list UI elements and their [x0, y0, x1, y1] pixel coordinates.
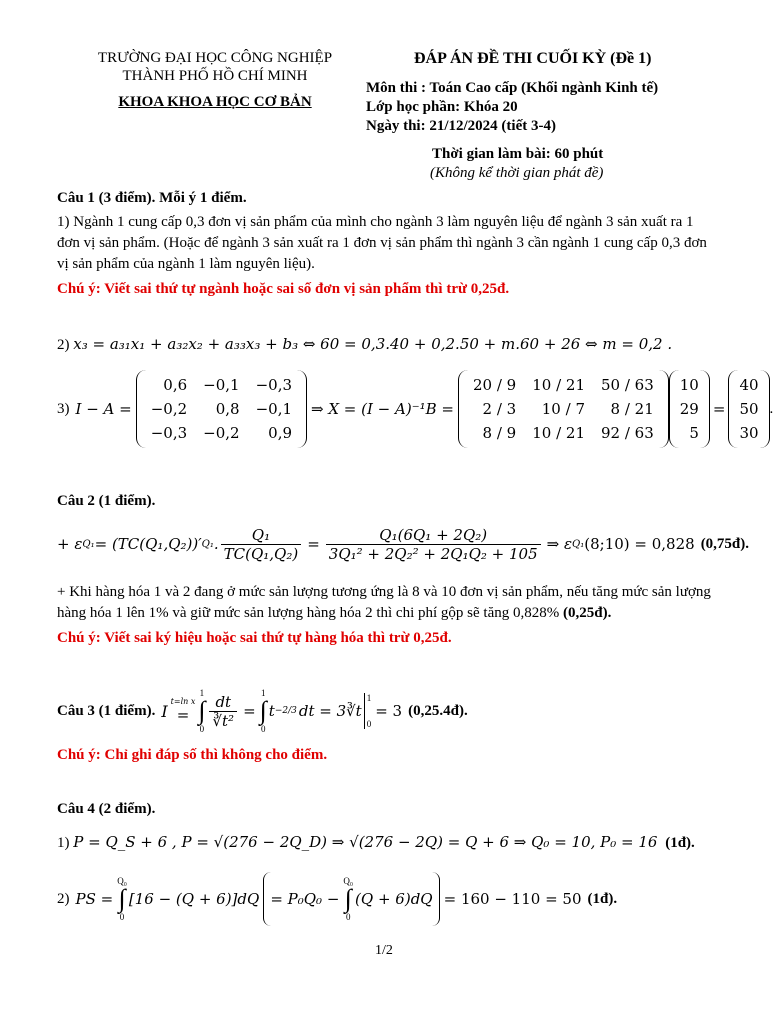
- matrix-i-minus-a-cell: 0,8: [215, 400, 240, 418]
- matrix-i-minus-a-cell: 0,9: [268, 424, 293, 442]
- q3-evaluation-bar: 1 0: [364, 693, 372, 729]
- matrix-i-minus-a-cell: −0,3: [150, 424, 188, 442]
- matrix-inverse-cell: 8 / 9: [482, 424, 517, 442]
- matrix-i-minus-a: [136, 370, 307, 448]
- q3-integral-2: 1 ∫ 0: [259, 688, 267, 734]
- exam-subject: Môn thi : Toán Cao cấp (Khối ngành Kinh tế): [366, 80, 659, 96]
- vector-x-cell: 50: [739, 400, 759, 418]
- q4-bracket: = P₀Q₀ − Q₀ ∫ 0 (Q + 6)dQ: [263, 872, 439, 926]
- exam-title: ĐÁP ÁN ĐỀ THI CUỐI KỲ (Đề 1): [414, 50, 652, 67]
- q2-note: Chú ý: Viết sai ký hiệu hoặc sai thứ tự hàng hóa thì trừ 0,25đ.: [57, 630, 452, 646]
- faculty-name: KHOA KHOA HỌC CƠ BẢN: [118, 94, 312, 110]
- q3-note: Chú ý: Chỉ ghi đáp số thì không cho điểm.: [57, 747, 328, 763]
- q2-frac-1: $\frac{\text{Q₁}}{\text{TC(Q₁,Q₂)}}$: [221, 526, 302, 563]
- matrix-inverse-cell: 92 / 63: [601, 424, 654, 442]
- matrix-i-minus-a-cell: −0,3: [255, 376, 293, 394]
- page-number: 1/2: [375, 943, 393, 958]
- matrix-i-minus-a-cell: −0,1: [255, 400, 293, 418]
- q4-answer-1: 1) P = Q_S + 6 , P = √(276 − 2Q_D) ⇒ √(276 − 2Q) = Q + 6 ⇒ Q₀ = 10, P₀ = 16 (1đ).: [57, 833, 695, 851]
- q1-answer-1: 1) Ngành 1 cung cấp 0,3 đơn vị sản phẩm của mình cho ngành 3 làm nguyên liệu để ngành 3 sản xuất ra 1 đơn vị sản phẩm. (Hoặc để ngành 3 sản xuất ra 1 đơn vị sản phẩm thì ngành 3 cần ngành 1 cung cấp 0,3 đơn vị sản phẩm của ngành 1 làm nguyên liệu).: [57, 214, 707, 272]
- matrix-inverse-cell: 10 / 7: [541, 400, 585, 418]
- exam-class: Lớp học phần: Khóa 20: [366, 99, 518, 115]
- matrix-inverse-cell: 20 / 9: [473, 376, 517, 394]
- matrix-i-minus-a-cell: −0,1: [203, 376, 240, 394]
- vector-x-cell: 30: [739, 424, 759, 442]
- matrix-inverse: [458, 370, 669, 448]
- q3-line: Câu 3 (1 điểm). I t=ln x = 1 ∫ 0 $\frac{dt}{\text{∛t²}}$ = 1 ∫ 0 t −2/3 dt = 3∛t 1 0 = 3 (0,25.4đ).: [57, 688, 468, 734]
- university-name-line1: TRƯỜNG ĐẠI HỌC CÔNG NGHIỆP: [97, 50, 333, 66]
- university-name-line2: THÀNH PHỐ HỒ CHÍ MINH: [122, 68, 308, 84]
- q2-equation: + ε Q₁ = (TC(Q₁,Q₂))′ Q₁ . $\frac{\text{Q₁}}{\text{TC(Q₁,Q₂)}}$ = $\frac{\text{Q₁(6Q₁ + 2Q₂)}}{\text{3Q₁² + 2Q₂² + 2Q₁Q₂ + 105}}$ ⇒ ε Q₁ (8;10) = 0,828 (0,75đ).: [57, 525, 750, 563]
- q4-title: Câu 4 (2 điểm).: [57, 801, 156, 817]
- q1-note: Chú ý: Viết sai thứ tự ngành hoặc sai số đơn vị sản phẩm thì trừ 0,25đ.: [57, 281, 510, 297]
- q2-explanation: + Khi hàng hóa 1 và 2 đang ở mức sản lượng tương ứng là 8 và 10 đơn vị sản phẩm, nếu tăng mức sản lượng hàng hóa 1 lên 1% và giữ mức sản lượng hàng hóa 2 thì chi phí gộp sẽ tăng 0,828% (0,25đ).: [57, 584, 711, 621]
- matrix-inverse-cell: 10 / 21: [532, 376, 585, 394]
- q4-integral-2: Q₀ ∫ 0: [343, 876, 354, 922]
- matrix-inverse-cell: 50 / 63: [601, 376, 654, 394]
- matrix-i-minus-a-cell: −0,2: [150, 400, 188, 418]
- matrix-inverse-cell: 10 / 21: [532, 424, 585, 442]
- q2-title: Câu 2 (1 điểm).: [57, 493, 156, 509]
- vector-b-cell: 29: [679, 400, 699, 418]
- vector-x-cell: 40: [739, 376, 759, 394]
- q1-answer-3: 3) I − A = 0,6 −0,1 −0,3 −0,2 0,8 −0,1 −0,3 −0,2 0,9 ⇒ X = (I − A)⁻¹B = 20 / 9 10 / 21 50 / 63 2 / 3 10 / 7 8 / 21 8 / 9 10 / 21 92 / 63 10 29 5 = 40 50 30 .: [57, 368, 773, 450]
- matrix-i-minus-a-cell: −0,2: [203, 424, 240, 442]
- q1-answer-2: 2) x₃ = a₃₁x₁ + a₃₂x₂ + a₃₃x₃ + b₃ ⇔ 60 = 0,3.40 + 0,2.50 + m.60 + 26 ⇔ m = 0,2 .: [57, 335, 673, 353]
- q1-title: Câu 1 (3 điểm). Mỗi ý 1 điểm.: [57, 190, 247, 206]
- q3-integral-1: 1 ∫ 0: [198, 688, 206, 734]
- exam-duration: Thời gian làm bài: 60 phút: [432, 146, 604, 162]
- q4-integral-1: Q₀ ∫ 0: [117, 876, 127, 922]
- vector-b-cell: 10: [679, 376, 699, 394]
- q2-frac-2: $\frac{\text{Q₁(6Q₁ + 2Q₂)}}{\text{3Q₁² + 2Q₂² + 2Q₁Q₂ + 105}}$: [326, 526, 541, 563]
- vector-x: [728, 370, 769, 448]
- matrix-inverse-cell: 8 / 21: [610, 400, 654, 418]
- matrix-i-minus-a-cell: 0,6: [163, 376, 188, 394]
- exam-date: Ngày thi: 21/12/2024 (tiết 3-4): [366, 118, 556, 134]
- q1-answer-2-equation: x₃ = a₃₁x₁ + a₃₂x₂ + a₃₃x₃ + b₃ ⇔ 60 = 0,3.40 + 0,2.50 + m.60 + 26 ⇔ m = 0,2 .: [73, 335, 673, 353]
- q4-answer-2: 2) PS = Q₀ ∫ 0 [16 − (Q + 6)]dQ = P₀Q₀ − Q₀ ∫ 0 (Q + 6)dQ = 160 − 110 = 50 (1đ).: [57, 870, 617, 928]
- vector-b: [669, 370, 710, 448]
- matrix-inverse-cell: 2 / 3: [482, 400, 517, 418]
- exam-duration-note: (Không kể thời gian phát đề): [430, 165, 604, 181]
- vector-b-cell: 5: [689, 424, 699, 442]
